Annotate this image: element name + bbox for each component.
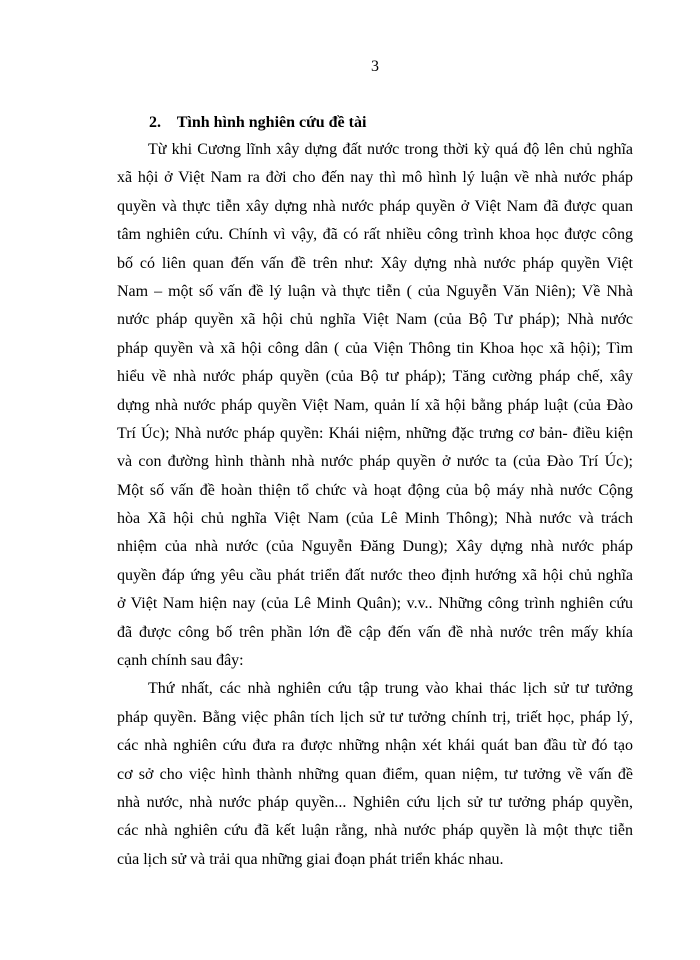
paragraph-line: Thứ nhất, các nhà nghiên cứu tập trung vào khai thác lịch sử tư tưởng	[148, 680, 633, 698]
paragraph-line: Nam – một số vấn đề lý luận và thực tiễn ( của Nguyễn Văn Niên); Về Nhà	[117, 282, 633, 300]
paragraph-line: quyền đáp ứng yêu cầu phát triển đất nước theo định hướng xã hội chủ nghĩa	[117, 566, 633, 584]
paragraph-line: dựng nhà nước pháp quyền Việt Nam, quản lí xã hội bằng pháp luật (của Đào	[117, 396, 633, 414]
paragraph-line: các nhà nghiên cứu đưa ra được những nhận xét khái quát ban đầu từ đó tạo	[117, 737, 633, 755]
paragraph-line: hòa Xã hội chủ nghĩa Việt Nam (của Lê Minh Thông); Nhà nước và trách	[117, 510, 633, 528]
section-heading	[149, 114, 366, 132]
paragraph-line: Từ khi Cương lĩnh xây dựng đất nước trong thời kỳ quá độ lên chủ nghĩa	[148, 141, 633, 158]
paragraph-line: nhà nước, nhà nước pháp quyền... Nghiên cứu lịch sử tư tưởng pháp quyền,	[117, 793, 633, 811]
section-title: Tình hình nghiên cứu đề tài	[176, 114, 367, 131]
paragraph-line: bố có liên quan đến vấn đề trên như: Xây dựng nhà nước pháp quyền Việt	[117, 254, 633, 272]
paragraph-line: và con đường hình thành nhà nước pháp quyền ở nước ta (của Đào Trí Úc);	[117, 453, 633, 471]
paragraph-line: xã hội ở Việt Nam ra đời cho đến nay thì mô hình lý luận về nhà nước pháp	[117, 169, 633, 187]
paragraph-line: cạnh chính sau đây:	[117, 652, 244, 670]
paragraph-line: Một số vấn đề hoàn thiện tổ chức và hoạt động của bộ máy nhà nước Cộng	[117, 481, 633, 499]
paragraph-1	[117, 136, 633, 675]
page-number: 3	[371, 58, 379, 75]
paragraph-line: tâm nghiên cứu. Chính vì vậy, đã có rất nhiều công trình khoa học được công	[117, 226, 633, 244]
body-text	[117, 136, 633, 874]
paragraph-2	[117, 675, 633, 874]
paragraph-line: của lịch sử và trải qua những giai đoạn phát triển khác nhau.	[117, 850, 504, 868]
paragraph-line: hiểu về nhà nước pháp quyền (của Bộ tư pháp); Tăng cường pháp chế, xây	[117, 368, 633, 386]
section-number: 2.	[149, 114, 161, 131]
paragraph-line: nhiệm của nhà nước (của Nguyễn Đăng Dung); Xây dựng nhà nước pháp	[117, 538, 633, 556]
paragraph-line: cơ sở cho việc hình thành những quan điểm, quan niệm, tư tưởng về vấn đề	[117, 765, 633, 783]
paragraph-line: nước pháp quyền xã hội chủ nghĩa Việt Nam (của Bộ Tư pháp); Nhà nước	[117, 311, 633, 329]
paragraph-line: Trí Úc); Nhà nước pháp quyền: Khái niệm, những đặc trưng cơ bản- điều kiện	[117, 424, 633, 442]
paragraph-line: đã được công bố trên phần lớn đề cập đến vấn đề nhà nước trên mấy khía	[117, 623, 633, 641]
paragraph-line: quyền và thực tiễn xây dựng nhà nước pháp quyền ở Việt Nam đã được quan	[117, 197, 633, 215]
paragraph-line: ở Việt Nam hiện nay (của Lê Minh Quân); v.v.. Những công trình nghiên cứu	[117, 595, 633, 613]
paragraph-line: các nhà nghiên cứu đã kết luận rằng, nhà nước pháp quyền là một thực tiễn	[117, 822, 633, 840]
paragraph-line: pháp quyền và xã hội công dân ( của Viện Thông tin Khoa học xã hội); Tìm	[117, 339, 633, 357]
paragraph-line: pháp quyền. Bằng việc phân tích lịch sử tư tưởng chính trị, triết học, pháp lý,	[117, 708, 633, 726]
